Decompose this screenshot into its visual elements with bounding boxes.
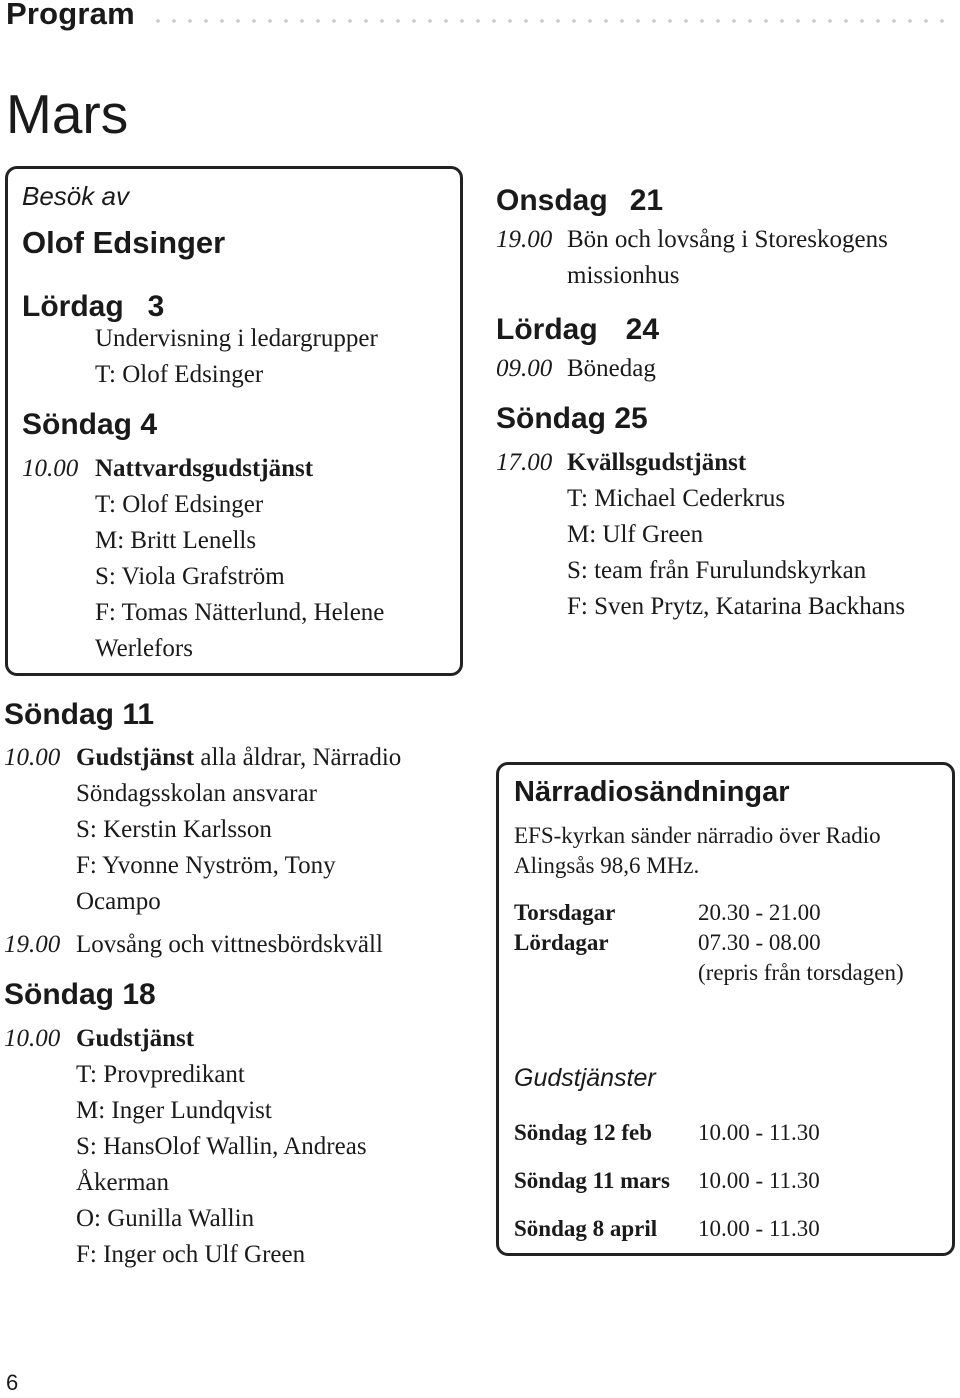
event-line: S: Viola Grafström [95, 563, 285, 590]
day-number: 21 [629, 184, 664, 217]
event-line: Undervisning i ledargrupper [95, 325, 378, 352]
event-title: Gudstjänst [76, 1025, 195, 1052]
day-heading-sondag-25: Söndag 25 [496, 402, 648, 435]
event-title: Nattvardsgudstjänst [95, 455, 314, 482]
visit-name: Olof Edsinger [22, 225, 226, 260]
event-title: Gudstjänst [76, 744, 195, 771]
event-title: Lovsång och vittnesbördskväll [76, 931, 383, 958]
event-title: Bönedag [567, 355, 656, 382]
radio-title: Närradiosändningar [514, 776, 790, 808]
day-heading-lordag-24 [496, 313, 659, 347]
event-line: F: Yvonne Nyström, Tony [76, 852, 336, 879]
radio-description-line: EFS-kyrkan sänder närradio över Radio [514, 823, 881, 848]
service-row [514, 1118, 934, 1148]
event-title: Bön och lovsång i Storeskogens [567, 226, 888, 253]
broadcast-day: Torsdagar [514, 900, 616, 925]
day-heading-lordag-3 [22, 290, 164, 324]
day-number: 24 [625, 313, 660, 346]
broadcast-row [514, 898, 934, 928]
event-line: M: Britt Lenells [95, 527, 257, 554]
service-day: Söndag 8 april [514, 1216, 658, 1241]
event-time: 10.00 [4, 744, 61, 771]
event-line: T: Michael Cederkrus [567, 485, 786, 512]
event-line: Werlefors [95, 635, 193, 662]
visit-intro: Besök av [22, 181, 129, 211]
day-heading-sondag-11: Söndag 11 [4, 698, 155, 731]
service-day: Söndag 11 mars [514, 1168, 670, 1193]
broadcast-row [514, 928, 934, 958]
day-number: 3 [147, 290, 165, 323]
event-title: Kvällsgudstjänst [567, 449, 747, 476]
day-label: Lördag [22, 290, 124, 323]
event-line: F: Tomas Nätterlund, Helene [95, 599, 385, 626]
event-line: S: team från Furulundskyrkan [567, 557, 867, 584]
event-line: Söndagsskolan ansvarar [76, 780, 317, 807]
dotted-rule [150, 19, 956, 23]
event-time: 10.00 [22, 455, 79, 482]
broadcast-note: (repris från torsdagen) [698, 960, 904, 985]
day-heading-sondag-18: Söndag 18 [4, 978, 156, 1011]
event-line: F: Sven Prytz, Katarina Backhans [567, 593, 906, 620]
broadcast-time: 20.30 - 21.00 [698, 900, 821, 925]
event-time: 19.00 [4, 931, 61, 958]
service-time: 10.00 - 11.30 [698, 1216, 820, 1241]
event-time: 17.00 [496, 449, 553, 476]
service-row [514, 1214, 934, 1244]
radio-description-line: Alingsås 98,6 MHz. [514, 853, 700, 878]
day-label: Lördag [496, 313, 598, 346]
event-time: 10.00 [4, 1025, 61, 1052]
event-line: missionhus [567, 262, 680, 289]
broadcast-time: 07.30 - 08.00 [698, 930, 821, 955]
event-line: T: Olof Edsinger [95, 491, 264, 518]
event-line: F: Inger och Ulf Green [76, 1241, 306, 1268]
event-title-line [76, 740, 401, 776]
event-line: S: HansOlof Wallin, Andreas [76, 1133, 367, 1160]
service-time: 10.00 - 11.30 [698, 1120, 820, 1145]
event-line: S: Kerstin Karlsson [76, 816, 272, 843]
event-line: M: Ulf Green [567, 521, 704, 548]
service-time: 10.00 - 11.30 [698, 1168, 820, 1193]
event-line: T: Olof Edsinger [95, 361, 264, 388]
services-title: Gudstjänster [514, 1064, 656, 1092]
section-title: Program [6, 0, 135, 31]
page-number: 6 [6, 1370, 19, 1395]
event-line: O: Gunilla Wallin [76, 1205, 255, 1232]
event-time: 09.00 [496, 355, 553, 382]
event-subtitle: alla åldrar, Närradio [200, 744, 402, 771]
event-time: 19.00 [496, 226, 553, 253]
event-line: M: Inger Lundqvist [76, 1097, 272, 1124]
day-label: Onsdag [496, 184, 608, 217]
broadcast-day: Lördagar [514, 930, 609, 955]
event-line: Åkerman [76, 1169, 170, 1196]
month-heading: Mars [6, 83, 129, 145]
day-heading-onsdag-21 [496, 184, 663, 218]
day-heading-sondag-4: Söndag 4 [22, 408, 158, 441]
service-day: Söndag 12 feb [514, 1120, 653, 1145]
service-row [514, 1166, 934, 1196]
event-line: T: Provpredikant [76, 1061, 245, 1088]
event-line: Ocampo [76, 888, 161, 915]
